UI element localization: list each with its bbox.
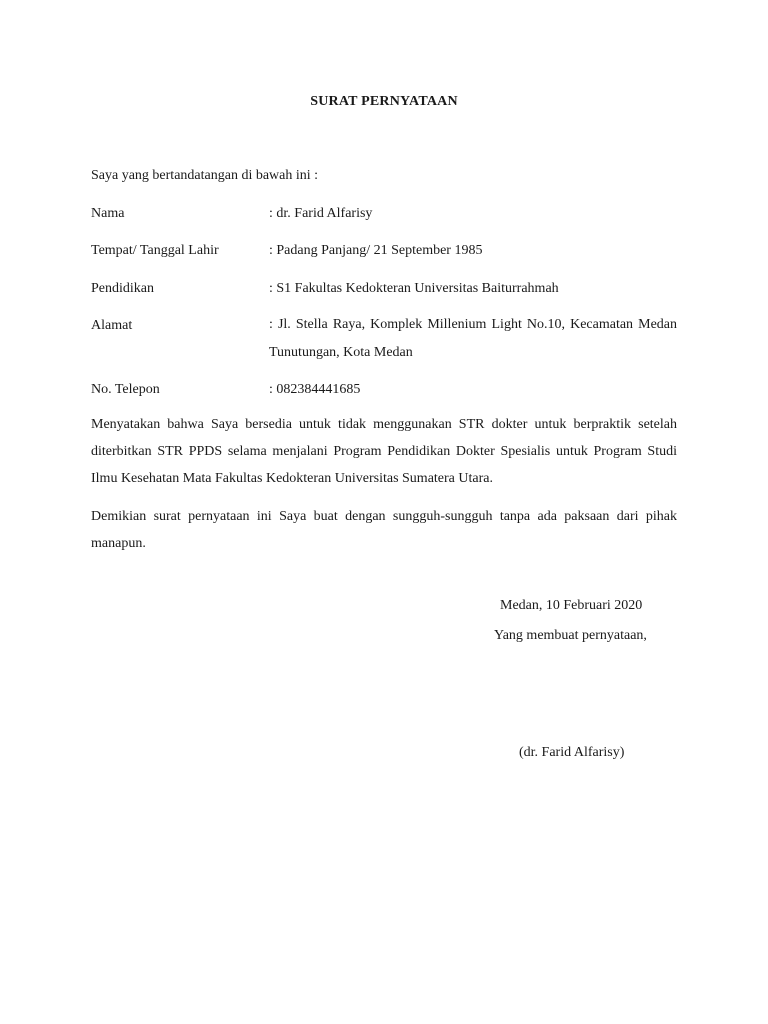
- field-label-no-telepon: No. Telepon: [91, 382, 160, 397]
- signer-name: (dr. Farid Alfarisy): [519, 745, 625, 760]
- signer-title: Yang membuat pernyataan,: [494, 628, 647, 643]
- field-value-pendidikan: : S1 Fakultas Kedokteran Universitas Baiturrahmah: [269, 281, 559, 296]
- intro-text: Saya yang bertandatangan di bawah ini :: [91, 168, 319, 183]
- field-label-tempat-tanggal-lahir: Tempat/ Tanggal Lahir: [91, 243, 219, 258]
- field-value-no-telepon: : 082384441685: [269, 382, 361, 397]
- closing-paragraph: Demikian surat pernyataan ini Saya buat dengan sungguh-sungguh tanpa ada paksaan dari pihak manapun.: [91, 509, 677, 551]
- statement-paragraph: Menyatakan bahwa Saya bersedia untuk tidak menggunakan STR dokter untuk berpraktik setelah diterbitkan STR PPDS selama menjalani Program Pendidikan Dokter Spesialis untuk Program Studi Ilmu Kesehatan Mata Fakultas Kedokteran Universitas Sumatera Utara.: [91, 417, 677, 486]
- field-value-nama: : dr. Farid Alfarisy: [269, 206, 373, 221]
- field-label-nama: Nama: [91, 206, 125, 221]
- field-label-alamat: Alamat: [91, 318, 133, 333]
- place-date: Medan, 10 Februari 2020: [500, 598, 643, 613]
- letter-title: SURAT PERNYATAAN: [310, 94, 458, 109]
- field-value-alamat: : Jl. Stella Raya, Komplek Millenium Light No.10, Kecamatan Medan Tunutungan, Kota Medan: [269, 317, 677, 360]
- field-value-tempat-tanggal-lahir: : Padang Panjang/ 21 September 1985: [269, 243, 483, 258]
- field-label-pendidikan: Pendidikan: [91, 281, 154, 296]
